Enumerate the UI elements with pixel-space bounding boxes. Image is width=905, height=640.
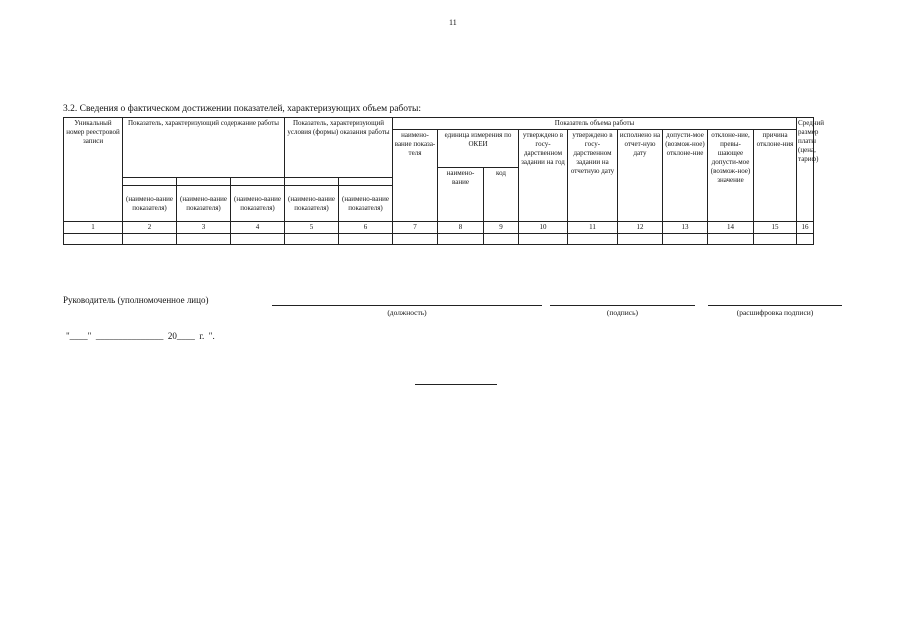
header-unit-code: код [484,168,519,222]
signature-caption: (подпись) [606,308,639,317]
position-line [272,305,542,306]
column-number: 8 [438,222,484,234]
content-empty-cell [231,178,285,186]
column-number: 1 [64,222,123,234]
column-number: 10 [519,222,568,234]
header-approved-date: утверждено в госу-дарственном задании на отчетную дату [568,130,618,222]
section-title: 3.2. Сведения о фактическом достижении показателей, характеризующих объем работы: [63,104,422,114]
subheader-name-indicator: (наимено-вание показателя) [339,186,393,222]
header-reason: причина отклоне-ния [754,130,797,222]
header-allowed-dev: допусти-мое (возмож-ное) отклоне-ние [663,130,708,222]
decoding-line [708,305,842,306]
bottom-rule [415,384,497,385]
position-caption: (должность) [387,308,427,317]
header-exceeding-dev: отклоне-ние, превы-шающее допусти-мое (возмож-ное) значение [708,130,754,222]
header-avg-price: Средний размер платы (цена, тариф) [797,118,814,222]
column-number: 2 [123,222,177,234]
column-number: 12 [618,222,663,234]
header-done-date: исполнено на отчет-ную дату [618,130,663,222]
head-label: Руководитель (уполномоченное лицо) [63,295,209,305]
subheader-name-indicator: (наимено-вание показателя) [177,186,231,222]
header-indicator-name: наимено-вание показа-теля [393,130,438,222]
column-number: 13 [663,222,708,234]
column-number: 4 [231,222,285,234]
header-volume-group: Показатель объема работы [393,118,797,130]
column-number: 11 [568,222,618,234]
table-row [64,234,814,245]
page-number: 11 [449,18,457,27]
conditions-empty-cell [285,178,339,186]
header-approved-year: утверждено в госу-дарственном задании на год [519,130,568,222]
column-number: 16 [797,222,814,234]
column-number: 7 [393,222,438,234]
column-number: 9 [484,222,519,234]
subheader-name-indicator: (наимено-вание показателя) [285,186,339,222]
subheader-name-indicator: (наимено-вание показателя) [231,186,285,222]
date-line: "____" _______________ 20____ г. ". [66,331,215,341]
decoding-caption: (расшифровка подписи) [736,308,814,317]
subheader-name-indicator: (наимено-вание показателя) [123,186,177,222]
header-unit-group: единица измерения по ОКЕИ [438,130,519,168]
column-number: 14 [708,222,754,234]
conditions-empty-cell [339,178,393,186]
header-registry: Уникальный номер реестровой записи [64,118,123,222]
header-content-group: Показатель, характеризующий содержание работы [123,118,285,178]
content-empty-cell [177,178,231,186]
content-empty-cell [123,178,177,186]
column-number: 15 [754,222,797,234]
column-number: 6 [339,222,393,234]
header-unit-name: наимено-вание [438,168,484,222]
column-number: 3 [177,222,231,234]
report-table [63,117,825,245]
column-number: 5 [285,222,339,234]
signature-line [550,305,695,306]
header-conditions-group: Показатель, характеризующий условия (формы) оказания работы [285,118,393,178]
